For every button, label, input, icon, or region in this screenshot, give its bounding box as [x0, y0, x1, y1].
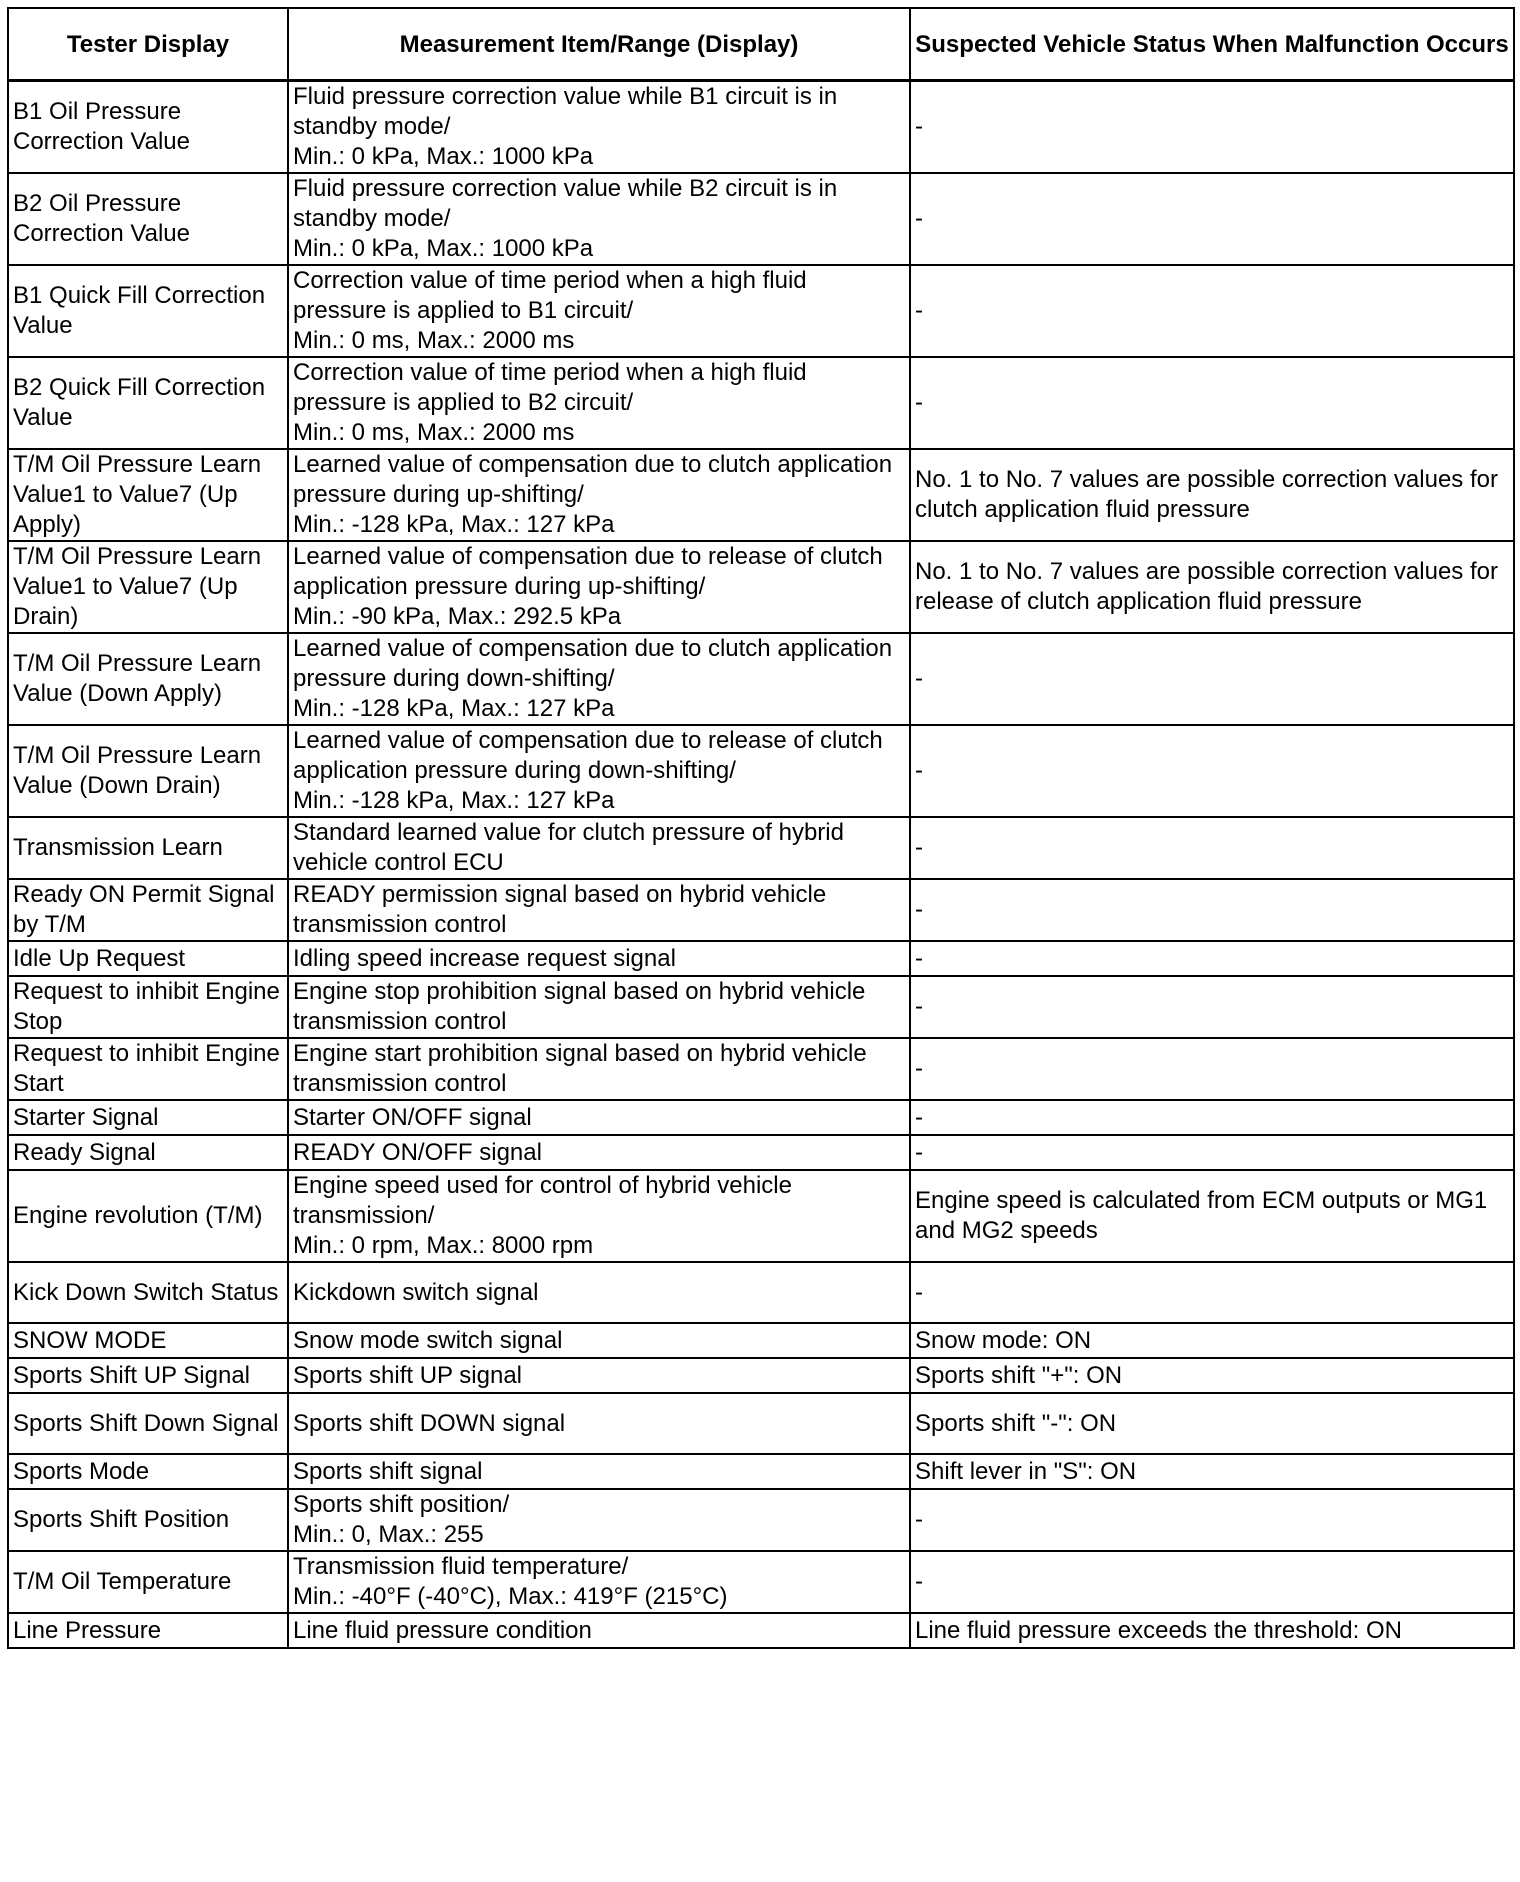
table-row [8, 1393, 1514, 1454]
cell-tester-display: SNOW MODE [8, 1323, 288, 1358]
cell-suspected-status: - [910, 1135, 1514, 1170]
table-body [8, 81, 1514, 1649]
table-row [8, 1551, 1514, 1613]
table-row [8, 265, 1514, 357]
table-row [8, 1262, 1514, 1323]
cell-suspected-status: - [910, 1489, 1514, 1551]
cell-measurement-item: Learned value of compensation due to release of clutch application pressure during up-shifting/ Min.: -90 kPa, Max.: 292.5 kPa [288, 541, 910, 633]
cell-measurement-item: Transmission fluid temperature/ Min.: -40°F (-40°C), Max.: 419°F (215°C) [288, 1551, 910, 1613]
cell-suspected-status: Snow mode: ON [910, 1323, 1514, 1358]
cell-tester-display: Line Pressure [8, 1613, 288, 1648]
cell-tester-display: Ready Signal [8, 1135, 288, 1170]
cell-measurement-item: Sports shift DOWN signal [288, 1393, 910, 1454]
table-row [8, 879, 1514, 941]
cell-suspected-status: - [910, 173, 1514, 265]
table-row [8, 1100, 1514, 1135]
cell-suspected-status: - [910, 265, 1514, 357]
cell-suspected-status: Shift lever in "S": ON [910, 1454, 1514, 1489]
cell-measurement-item: Starter ON/OFF signal [288, 1100, 910, 1135]
cell-measurement-item: READY ON/OFF signal [288, 1135, 910, 1170]
cell-measurement-item: Engine stop prohibition signal based on hybrid vehicle transmission control [288, 976, 910, 1038]
table-row [8, 541, 1514, 633]
cell-measurement-item: Snow mode switch signal [288, 1323, 910, 1358]
cell-measurement-item: Engine speed used for control of hybrid vehicle transmission/ Min.: 0 rpm, Max.: 8000 rpm [288, 1170, 910, 1262]
cell-tester-display: B1 Quick Fill Correction Value [8, 265, 288, 357]
data-list-table [7, 7, 1515, 1649]
header-measurement-item: Measurement Item/Range (Display) [288, 8, 910, 81]
cell-measurement-item: Standard learned value for clutch pressure of hybrid vehicle control ECU [288, 817, 910, 879]
cell-suspected-status: Engine speed is calculated from ECM outputs or MG1 and MG2 speeds [910, 1170, 1514, 1262]
cell-suspected-status: - [910, 817, 1514, 879]
cell-tester-display: B1 Oil Pressure Correction Value [8, 81, 288, 174]
cell-measurement-item: Sports shift signal [288, 1454, 910, 1489]
cell-suspected-status: - [910, 1100, 1514, 1135]
cell-measurement-item: Engine start prohibition signal based on hybrid vehicle transmission control [288, 1038, 910, 1100]
cell-measurement-item: Learned value of compensation due to release of clutch application pressure during down-shifting/ Min.: -128 kPa, Max.: 127 kPa [288, 725, 910, 817]
cell-measurement-item: Fluid pressure correction value while B2 circuit is in standby mode/ Min.: 0 kPa, Max.: 1000 kPa [288, 173, 910, 265]
header-suspected-status: Suspected Vehicle Status When Malfunction Occurs [910, 8, 1514, 81]
cell-suspected-status: - [910, 357, 1514, 449]
cell-tester-display: T/M Oil Pressure Learn Value (Down Apply) [8, 633, 288, 725]
cell-suspected-status: Line fluid pressure exceeds the threshold: ON [910, 1613, 1514, 1648]
cell-tester-display: Sports Shift UP Signal [8, 1358, 288, 1393]
cell-tester-display: Transmission Learn [8, 817, 288, 879]
cell-tester-display: Kick Down Switch Status [8, 1262, 288, 1323]
cell-suspected-status: - [910, 633, 1514, 725]
cell-measurement-item: Learned value of compensation due to clutch application pressure during up-shifting/ Min.: -128 kPa, Max.: 127 kPa [288, 449, 910, 541]
table-row [8, 81, 1514, 174]
cell-measurement-item: Idling speed increase request signal [288, 941, 910, 976]
cell-suspected-status: - [910, 81, 1514, 174]
cell-suspected-status: - [910, 976, 1514, 1038]
cell-measurement-item: Line fluid pressure condition [288, 1613, 910, 1648]
cell-tester-display: T/M Oil Pressure Learn Value1 to Value7 (Up Apply) [8, 449, 288, 541]
cell-suspected-status: No. 1 to No. 7 values are possible correction values for clutch application fluid pressure [910, 449, 1514, 541]
cell-tester-display: T/M Oil Pressure Learn Value1 to Value7 (Up Drain) [8, 541, 288, 633]
cell-suspected-status: Sports shift "-": ON [910, 1393, 1514, 1454]
cell-tester-display: T/M Oil Temperature [8, 1551, 288, 1613]
table-row [8, 1454, 1514, 1489]
cell-tester-display: Starter Signal [8, 1100, 288, 1135]
cell-suspected-status: - [910, 879, 1514, 941]
cell-measurement-item: Correction value of time period when a high fluid pressure is applied to B1 circuit/ Min.: 0 ms, Max.: 2000 ms [288, 265, 910, 357]
cell-tester-display: Sports Shift Position [8, 1489, 288, 1551]
header-row [8, 8, 1514, 81]
cell-tester-display: B2 Oil Pressure Correction Value [8, 173, 288, 265]
cell-suspected-status: No. 1 to No. 7 values are possible correction values for release of clutch application fluid pressure [910, 541, 1514, 633]
table-row [8, 1135, 1514, 1170]
table-row [8, 1038, 1514, 1100]
cell-tester-display: T/M Oil Pressure Learn Value (Down Drain) [8, 725, 288, 817]
table-row [8, 725, 1514, 817]
cell-measurement-item: READY permission signal based on hybrid vehicle transmission control [288, 879, 910, 941]
cell-measurement-item: Fluid pressure correction value while B1 circuit is in standby mode/ Min.: 0 kPa, Max.: 1000 kPa [288, 81, 910, 174]
cell-tester-display: Request to inhibit Engine Stop [8, 976, 288, 1038]
table-row [8, 1358, 1514, 1393]
cell-tester-display: B2 Quick Fill Correction Value [8, 357, 288, 449]
cell-suspected-status: - [910, 1262, 1514, 1323]
cell-suspected-status: - [910, 941, 1514, 976]
cell-tester-display: Sports Shift Down Signal [8, 1393, 288, 1454]
table-row [8, 357, 1514, 449]
cell-suspected-status: - [910, 1551, 1514, 1613]
cell-suspected-status: - [910, 725, 1514, 817]
cell-measurement-item: Correction value of time period when a high fluid pressure is applied to B2 circuit/ Min.: 0 ms, Max.: 2000 ms [288, 357, 910, 449]
cell-suspected-status: Sports shift "+": ON [910, 1358, 1514, 1393]
table-row [8, 449, 1514, 541]
cell-measurement-item: Sports shift UP signal [288, 1358, 910, 1393]
table-row [8, 1323, 1514, 1358]
table-row [8, 1489, 1514, 1551]
cell-tester-display: Request to inhibit Engine Start [8, 1038, 288, 1100]
cell-tester-display: Sports Mode [8, 1454, 288, 1489]
table-row [8, 173, 1514, 265]
cell-tester-display: Idle Up Request [8, 941, 288, 976]
cell-tester-display: Ready ON Permit Signal by T/M [8, 879, 288, 941]
cell-measurement-item: Sports shift position/ Min.: 0, Max.: 255 [288, 1489, 910, 1551]
table-row [8, 1170, 1514, 1262]
cell-measurement-item: Kickdown switch signal [288, 1262, 910, 1323]
table-row [8, 976, 1514, 1038]
table-row [8, 1613, 1514, 1648]
table-row [8, 633, 1514, 725]
cell-suspected-status: - [910, 1038, 1514, 1100]
table-row [8, 941, 1514, 976]
header-tester-display: Tester Display [8, 8, 288, 81]
table-row [8, 817, 1514, 879]
cell-tester-display: Engine revolution (T/M) [8, 1170, 288, 1262]
cell-measurement-item: Learned value of compensation due to clutch application pressure during down-shifting/ Min.: -128 kPa, Max.: 127 kPa [288, 633, 910, 725]
